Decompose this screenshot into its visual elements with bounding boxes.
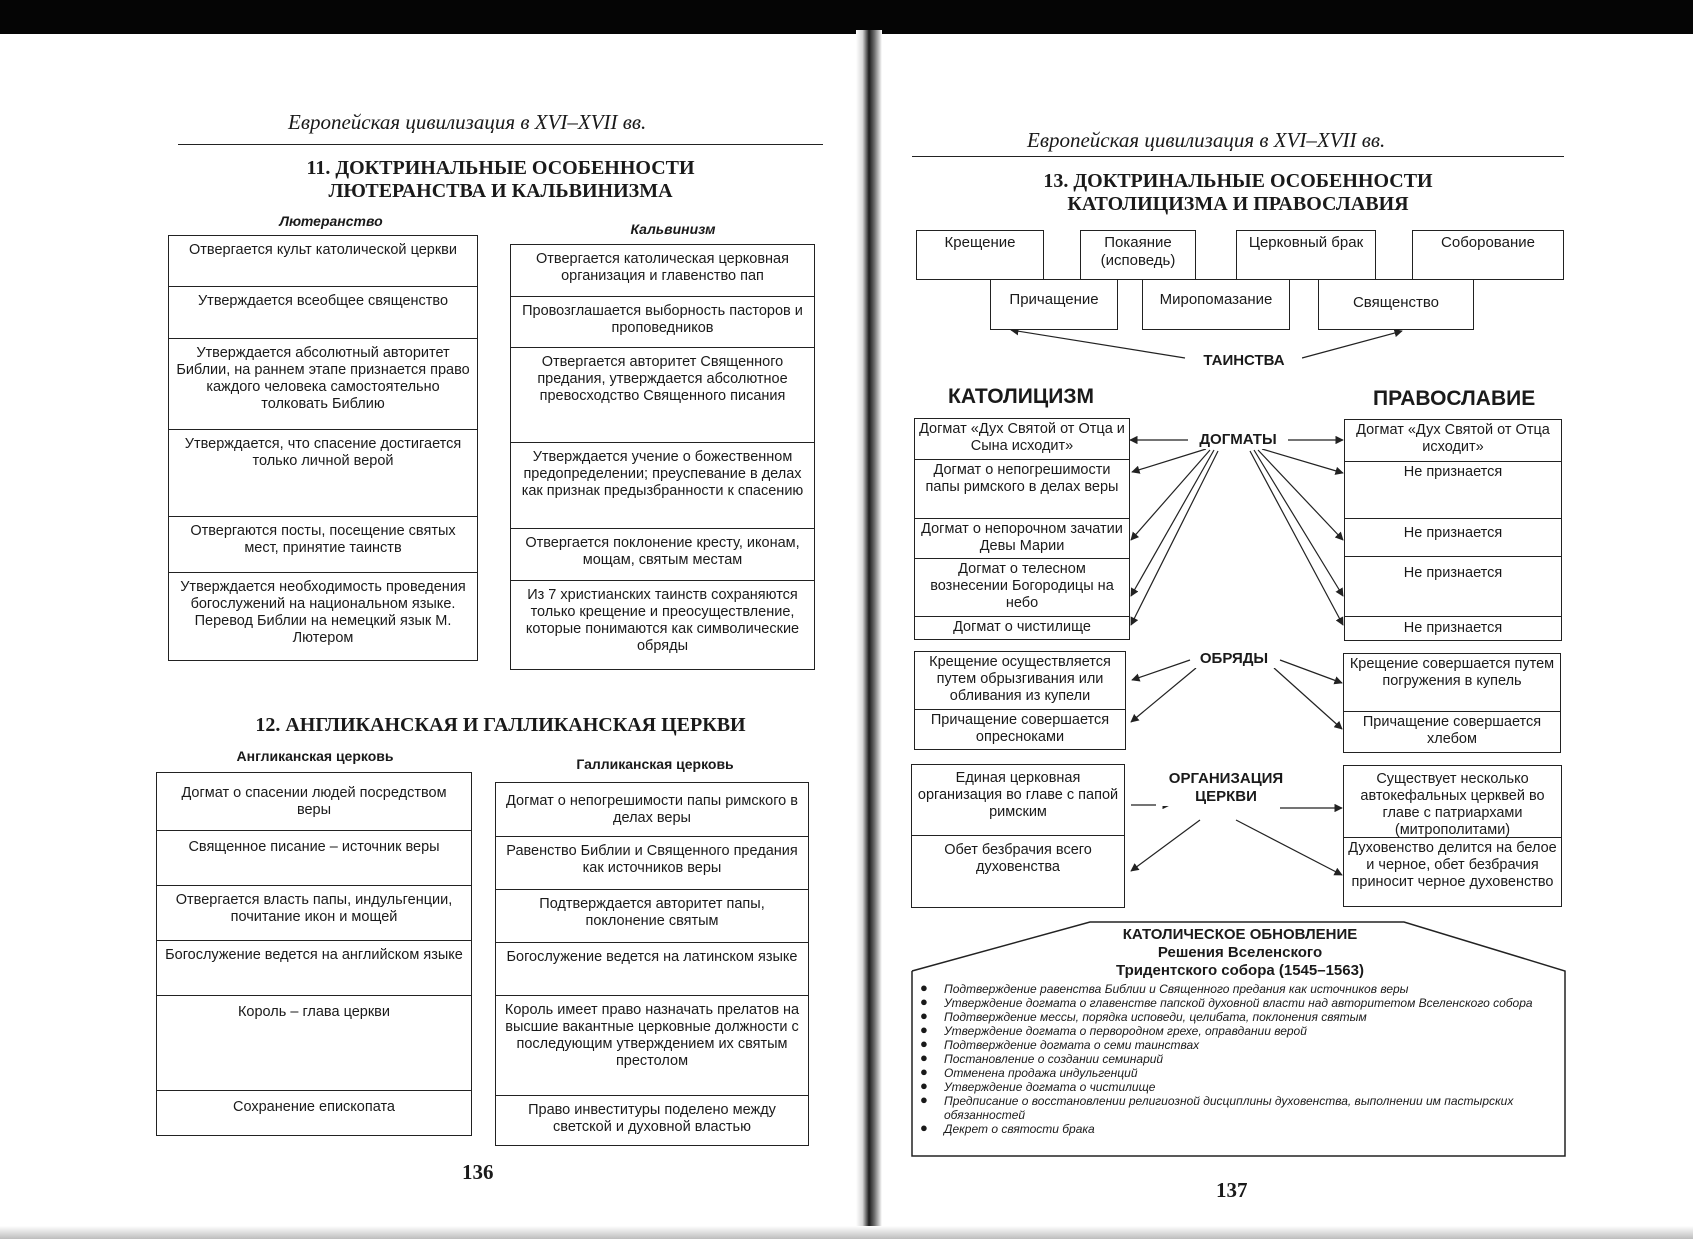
table-row: Догмат «Дух Святой от Отца и Сына исходит» [915, 419, 1129, 460]
table-row: Не признается [1345, 557, 1561, 617]
sacraments-label: ТАИНСТВА [1186, 352, 1302, 370]
catholic-renewal-subtitle-line1: Решения Вселенского [1157, 944, 1323, 961]
table-row: Догмат о непогрешимости папы римского в делах веры [915, 460, 1129, 519]
sacrament-communion: Причащение [990, 279, 1118, 330]
table-row: Догмат «Дух Святой от Отца исходит» [1345, 420, 1561, 462]
section12-title: 12. АНГЛИКАНСКАЯ И ГАЛЛИКАНСКАЯ ЦЕРКВИ [255, 714, 746, 736]
sacrament-chrismation: Миропомазание [1142, 279, 1290, 330]
list-item: ● Подтверждение мессы, порядка исповеди, целибата, поклонения святым [916, 1010, 1556, 1024]
table-row: Духовенство делится на белое и черное, обет безбрачия приносит черное духовенство [1348, 840, 1557, 890]
table-row: Сохранение епископата [233, 1099, 395, 1115]
right-page-number: 137 [1216, 1178, 1248, 1202]
table-row: Догмат о непогрешимости папы римского в делах веры [496, 783, 808, 837]
anglican-heading: Англиканская церковь [236, 748, 394, 764]
table-row: Право инвеституры поделено между светской и духовной властью [528, 1102, 776, 1135]
table-row: Существует несколько автокефальных церквей во главе с патриархами (митрополитами) [1344, 766, 1561, 838]
catholic-renewal-subtitle-line2: Тридентского собора (1545–1563) [1116, 962, 1364, 979]
table-row: Богослужение ведется на латинском языке [496, 943, 808, 996]
table-row: Догмат о телесном вознесении Богородицы на небо [915, 559, 1129, 617]
table-row: Отвергается поклонение кресту, иконам, мощам, святым местам [511, 529, 814, 581]
orthodox-rites-table [1343, 653, 1561, 753]
table-row: Священное писание – источник веры [157, 831, 471, 886]
catholic-organization-table [911, 764, 1125, 908]
sacrament-holy-orders: Священство [1318, 279, 1474, 330]
table-row: Догмат о спасении людей посредством веры [157, 773, 471, 831]
gallican-heading: Галликанская церковь [576, 756, 734, 772]
table-row: Крещение совершается путем погружения в купель [1344, 654, 1560, 712]
table-row: Из 7 христианских таинств сохраняются только крещение и преосуществление, которые понимаются как символические обряды [525, 587, 800, 654]
table-row: Причащение совершается опресноками [930, 712, 1110, 745]
sacrament-unction: Соборование [1412, 230, 1564, 280]
section11-title-line2: ЛЮТЕРАНСТВА И КАЛЬВИНИЗМА [328, 180, 673, 202]
list-item: ● Утверждение догмата о главенстве папской духовной власти над авторитетом Вселенского собора [916, 996, 1556, 1010]
table-row: Единая церковная организация во главе с папой римским [912, 765, 1124, 836]
catholic-renewal-block [910, 920, 1570, 1162]
lutheranism-heading: Лютеранство [279, 213, 383, 229]
catholic-renewal-heading [910, 926, 1570, 980]
list-item: ● Утверждение догмата о первородном грехе, оправдании верой [916, 1024, 1556, 1038]
list-item: ● Отменена продажа индульгенций [916, 1066, 1556, 1080]
table-row: Подтверждается авторитет папы, поклонение святым [496, 890, 808, 943]
table-row: Утверждается необходимость проведения богослужений на национальном языке. Перевод Библии на немецкий язык М. Лютером [180, 579, 466, 646]
table-row: Утверждается абсолютный авторитет Библии, на раннем этапе признается право каждого человека самостоятельно толковать Библию [169, 339, 477, 430]
table-row: Догмат о чистилище [953, 619, 1091, 635]
sacrament-penance: Покаяние (исповедь) [1080, 230, 1196, 280]
table-row: Утверждается учение о божественном предопределении; преуспевание в делах как признак предызбранности к спасению [511, 443, 814, 529]
catholic-dogmas-table [914, 418, 1130, 640]
council-decisions-list [916, 982, 1556, 1136]
list-item: ● Подтверждение догмата о семи таинствах [916, 1038, 1556, 1052]
orthodoxy-heading: ПРАВОСЛАВИЕ [1373, 387, 1536, 410]
table-row: Отвергается власть папы, индульгенции, почитание икон и мощей [157, 886, 471, 941]
table-row: Отвергается культ католической церкви [169, 236, 477, 287]
sacrament-baptism: Крещение [916, 230, 1044, 280]
table-row: Король имеет право назначать прелатов на высшие вакантные церковные должности с последующим утверждением их святым престолом [496, 996, 808, 1096]
organization-label [1156, 770, 1296, 806]
table-row: Не признается [1403, 620, 1503, 636]
section13-title-line1: 13. ДОКТРИНАЛЬНЫЕ ОСОБЕННОСТИ [1043, 170, 1433, 192]
list-item: ● Предписание о восстановлении религиозной дисциплины духовенства, выполнении им пастырских обязанностей [916, 1094, 1556, 1122]
orthodox-organization-table [1343, 765, 1562, 907]
dogmas-label: ДОГМАТЫ [1188, 431, 1288, 449]
right-running-header: Европейская цивилизация в XVI–XVII вв. [1027, 128, 1386, 152]
table-row: Отвергается авторитет Священного предания, утверждается абсолютное превосходство Священного писания [511, 348, 814, 443]
organization-label-line1: ОРГАНИЗАЦИЯ [1168, 770, 1284, 787]
list-item: ● Декрет о святости брака [916, 1122, 1556, 1136]
table-row: Утверждается всеобщее священство [169, 287, 477, 339]
catholic-rites-table [914, 651, 1126, 750]
left-running-header: Европейская цивилизация в XVI–XVII вв. [288, 110, 647, 134]
table-row: Отвергается католическая церковная организация и главенство пап [511, 245, 814, 297]
table-row: Обет безбрачия всего духовенства [944, 842, 1092, 875]
catholicism-heading: КАТОЛИЦИЗМ [948, 385, 1094, 408]
left-page-number: 136 [462, 1160, 494, 1184]
list-item: ● Подтверждение равенства Библии и Священного предания как источников веры [916, 982, 1556, 996]
table-row: Догмат о непорочном зачатии Девы Марии [915, 519, 1129, 559]
table-row: Отвергаются посты, посещение святых мест, принятие таинств [169, 517, 477, 573]
table-row: Крещение осуществляется путем обрызгивания или обливания из купели [915, 652, 1125, 710]
table-row: Не признается [1345, 462, 1561, 519]
table-row: Король – глава церкви [157, 996, 471, 1091]
table-row: Богослужение ведется на английском языке [157, 941, 471, 996]
organization-label-line2: ЦЕРКВИ [1195, 788, 1257, 805]
table-row: Провозглашается выборность пасторов и проповедников [511, 297, 814, 348]
section11-title-line1: 11. ДОКТРИНАЛЬНЫЕ ОСОБЕННОСТИ [306, 157, 695, 179]
list-item: ● Утверждение догмата о чистилище [916, 1080, 1556, 1094]
rites-label: ОБРЯДЫ [1192, 650, 1276, 668]
table-row: Утверждается, что спасение достигается только личной верой [169, 430, 477, 517]
section13-title-line2: КАТОЛИЦИЗМА И ПРАВОСЛАВИЯ [1067, 193, 1409, 215]
orthodox-dogmas-table [1344, 419, 1562, 641]
table-row: Причащение совершается хлебом [1362, 714, 1542, 747]
catholic-renewal-title: КАТОЛИЧЕСКОЕ ОБНОВЛЕНИЕ [1122, 926, 1358, 943]
table-row: Не признается [1345, 519, 1561, 557]
list-item: ● Постановление о создании семинарий [916, 1052, 1556, 1066]
table-row: Равенство Библии и Священного предания как источников веры [496, 837, 808, 890]
sacrament-marriage: Церковный брак [1236, 230, 1376, 280]
calvinism-heading: Кальвинизм [630, 221, 716, 237]
